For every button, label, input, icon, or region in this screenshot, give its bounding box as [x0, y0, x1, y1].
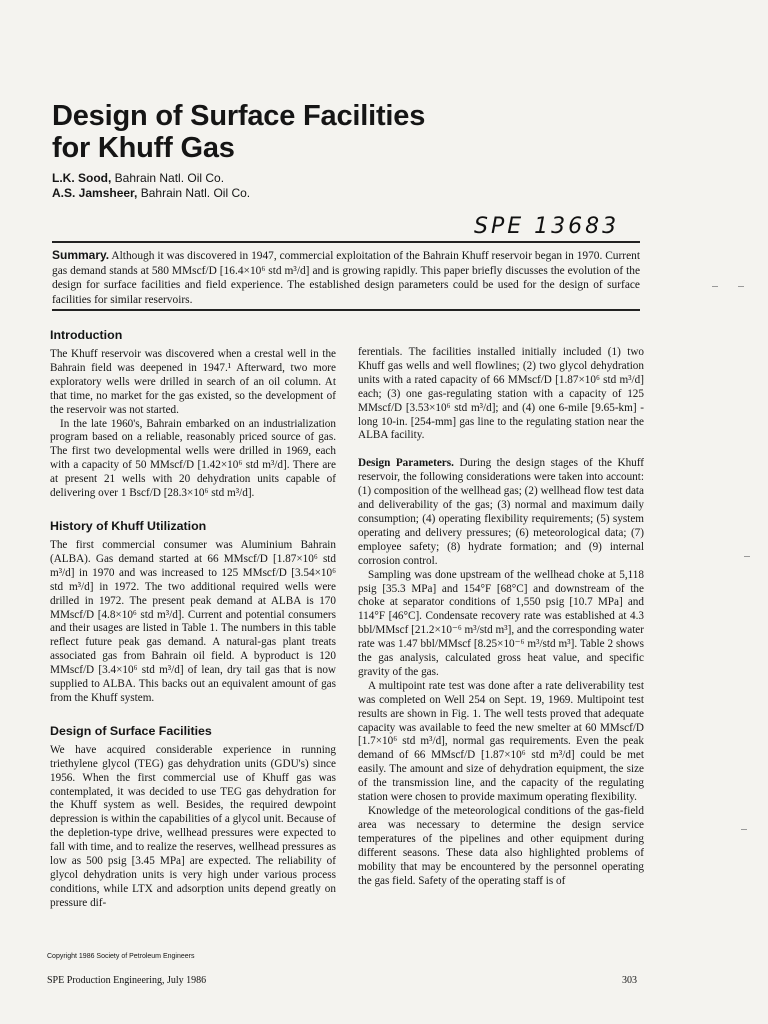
- intro-paragraph-2: In the late 1960's, Bahrain embarked on an industrialization program based on a reliable, reasonably priced source of gas. The first two developmental wells were drilled in 1969, each with a capacity of 50 MMscf/D [1.42×10⁶ std m³/d]. There are at present 21 wells with 20 dehydration units capable of delivering over 1 Bscf/D [28.3×10⁶ std m³/d].: [50, 417, 336, 500]
- copyright-notice: Copyright 1986 Society of Petroleum Engineers: [47, 953, 195, 960]
- scan-speck: [738, 286, 744, 287]
- page-number: 303: [622, 975, 637, 986]
- heading-history: History of Khuff Utilization: [50, 518, 207, 533]
- design-parameters-heading: Design Parameters.: [358, 457, 454, 470]
- top-rule: [52, 241, 640, 243]
- title-line-1: Design of Surface Facilities: [52, 100, 426, 132]
- sampling-paragraph: Sampling was done upstream of the wellhead choke at 5,118 psig [35.3 MPa] and 154°F [68°C] and downstream of the choke at separator conditions of 1,550 psig [10.7 MPa] and 114°F [46°C]. Condensate recovery rate was established at 4.3 bbl/MMscf [21.2×10⁻⁶ m³/std m³], and the corresponding water rate was 1.47 bbl/MMscf [8.25×10⁻⁶ m³/std m³]. Table 2 shows the gas analysis, calculated gross heat value, and specific gravity of the gas.: [358, 568, 644, 678]
- intro-paragraph-1: The Khuff reservoir was discovered when a crestal well in the Bahrain field was deepened in 1947.¹ Afterward, two more exploratory wells were drilled in search of an oil column. At that time, no market for the gas existed, so the development of the reservoir was not started.: [50, 348, 336, 416]
- heading-introduction: Introduction: [50, 328, 123, 342]
- handwritten-spe-number: SPE 13683: [474, 214, 620, 239]
- meteorology-paragraph: Knowledge of the meteorological conditions of the gas-field area was necessary to determine the design service temperatures of the pipelines and other equipment during different seasons. These data also highlighted problems of mobility that may be encountered by the personnel operating the gas field. Safety of the operating staff is of: [358, 805, 644, 887]
- design-paragraph-1: We have acquired considerable experience in running triethylene glycol (TEG) gas dehydration units (GDU's) since 1956. When the first commercial use of Khuff gas was contemplated, it was decided to use TEG gas dehydration for the Khuff system as well. Besides, the required dewpoint depression is within the capabilities of a glycol unit. Because of the depletion-type drive, wellhead pressures were expected to fall with time, and to realize the reserves, wellhead pressures as low as 500 psig [3.45 MPa] are expected. The reliability of glycol dehydration units is very high under various process conditions, while LTX and adsorption units depend greatly on pressure dif-: [50, 743, 336, 909]
- history-paragraph-1: The first commercial consumer was Aluminium Bahrain (ALBA). Gas demand started at 66 MMscf/D [1.87×10⁶ std m³/d] in 1970 and was increased to 125 MMscf/D [3.54×10⁶ std m³/d] in 1972. The two additional required wells were drilled in 1972. The present peak demand at ALBA is 170 MMscf/D [4.8×10⁶ std m³/d]. Current and potential consumers and their usages are listed in Table 1. The numbers in this table reflect future peak gas demand. A natural-gas plant treats associated gas from Bahrain oil field. A byproduct is 120 MMscf/D [3.4×10⁶ std m³/d] of lean, dry tail gas that is now supplied to ALBA. This backs out an equivalent amount of gas from the Khuff system.: [50, 538, 336, 704]
- left-column: [50, 322, 336, 911]
- author-1-affiliation: Bahrain Natl. Oil Co.: [114, 171, 225, 185]
- heading-design: Design of Surface Facilities: [50, 723, 212, 738]
- journal-footer: SPE Production Engineering, July 1986: [47, 975, 207, 986]
- right-paragraph-1: ferentials. The facilities installed initially included (1) two Khuff gas wells and well flowlines; (2) two glycol dehydration units with a rated capacity of 66 MMscf/D [1.87×10⁶ std m³/d] each; (3) one gas-regulating station with a capacity of 125 MMscf/D [3.53×10⁶ std m³/d]; and (4) one 6-mile [9.65-km] -long 10-in. [254-mm] gas line to the regulating station near the ALBA facility.: [358, 346, 644, 442]
- summary-text: Although it was discovered in 1947, commercial exploitation of the Bahrain Khuff reservoir began in 1970. Current gas demand stands at 580 MMscf/D [16.4×10⁶ std m³/d] and is growing rapidly. This paper briefly discusses the evolution of the design for surface facilities and field experience. The established design parameters could be used for the design of surface facilities for similar reservoirs.: [52, 250, 641, 306]
- author-1: [52, 171, 250, 186]
- author-list: [52, 171, 250, 201]
- rate-test-paragraph: A multipoint rate test was done after a rate deliverability test was completed on Well 254 on Sept. 19, 1969. Multipoint test results are shown in Fig. 1. The well tests proved that adequate capacity was available to feed the new smelter at 60 MMscf/D [1.7×10⁶ std m³/d], normal gas requirements. Even the peak demand of 66 MMscf/D [1.87×10⁶ std m³/d] could be met easily. The amount and size of dehydration equipment, the size of the transmission line, and the capacity of the regulating station were chosen to provide maximum operating flexibility.: [358, 679, 644, 804]
- author-2-name: A.S. Jamsheer,: [52, 186, 138, 200]
- author-1-name: L.K. Sood,: [52, 171, 112, 185]
- summary-label: Summary.: [52, 248, 110, 262]
- author-2-affiliation: Bahrain Natl. Oil Co.: [140, 186, 251, 200]
- design-parameters-text: During the design stages of the Khuff reservoir, the following considerations were taken into account: (1) composition of the wellhead gas; (2) wellhead flow test data and deliverability of the gas; (3) normal and maximum daily consumption; (4) operating flexibility requirements; (5) system operating and delivery pressures; (6) meteorological data; (7) employee safety; (8) hydrate formation; and (9) internal corrosion control.: [358, 457, 645, 567]
- author-2: [52, 186, 250, 201]
- scan-speck: [744, 556, 750, 557]
- design-parameters-paragraph: [358, 457, 644, 568]
- scan-speck: [741, 829, 747, 830]
- scan-speck: [712, 286, 718, 287]
- summary-rule: [52, 309, 640, 311]
- paper-title: [52, 100, 425, 164]
- summary-paragraph: [52, 248, 640, 307]
- right-column: [358, 346, 644, 888]
- title-line-2: for Khuff Gas: [52, 132, 235, 164]
